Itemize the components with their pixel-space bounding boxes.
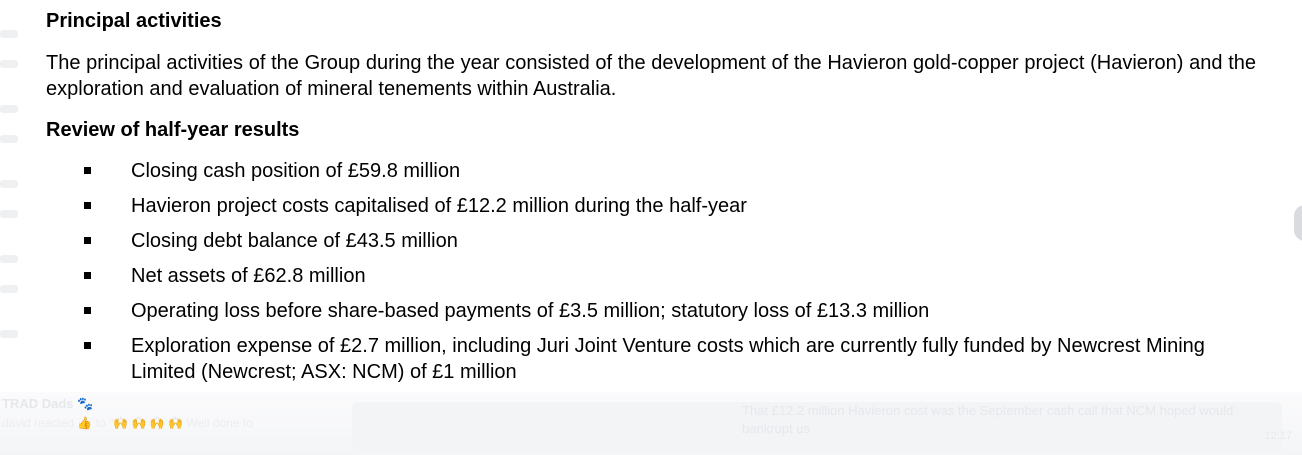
square-bullet-icon bbox=[84, 167, 91, 174]
bullet-text: Closing debt balance of £43.5 million bbox=[131, 230, 458, 252]
square-bullet-icon bbox=[84, 237, 91, 244]
square-bullet-icon bbox=[84, 342, 91, 349]
square-bullet-icon bbox=[84, 307, 91, 314]
background-chat-message: That £12.2 million Havieron cost was the September cash call that NCM hoped would bankrupt us bbox=[742, 403, 1234, 436]
list-item bbox=[46, 263, 1256, 289]
bullet-text: Exploration expense of £2.7 million, including Juri Joint Venture costs which are currently fully funded by Newcrest Mining Limited (Newcrest; ASX: NCM) of £1 million bbox=[131, 335, 1205, 383]
background-sidebar bbox=[0, 30, 30, 360]
background-scroll-handle bbox=[1294, 205, 1302, 241]
bullet-text: Closing cash position of £59.8 million bbox=[131, 160, 461, 182]
results-bullet-list bbox=[46, 158, 1256, 385]
list-item bbox=[46, 333, 1256, 385]
document-excerpt bbox=[46, 8, 1256, 394]
bullet-text: Net assets of £62.8 million bbox=[131, 265, 366, 287]
bullet-text: Havieron project costs capitalised of £12.2 million during the half-year bbox=[131, 195, 747, 217]
list-item bbox=[46, 193, 1256, 219]
list-item bbox=[46, 298, 1256, 324]
heading-review-results: Review of half-year results bbox=[46, 119, 300, 141]
list-item bbox=[46, 158, 1256, 184]
background-chat-time: 12:17 bbox=[1264, 430, 1292, 442]
background-chat-strip bbox=[0, 392, 1302, 455]
square-bullet-icon bbox=[84, 272, 91, 279]
bullet-text: Operating loss before share-based payments of £3.5 million; statutory loss of £13.3 million bbox=[131, 300, 930, 322]
background-chat-sender: TRAD Dads 🐾 bbox=[2, 396, 94, 411]
square-bullet-icon bbox=[84, 202, 91, 209]
principal-activities-paragraph: The principal activities of the Group during the year consisted of the development of the Havieron gold-copper project (Havieron) and the exploration and evaluation of mineral tenements within Australia. bbox=[46, 52, 1256, 100]
heading-principal-activities: Principal activities bbox=[46, 10, 222, 32]
background-chat-reaction: david reacted 👍 to "🙌 🙌 🙌 🙌 Well done to bbox=[2, 416, 253, 430]
list-item bbox=[46, 228, 1256, 254]
